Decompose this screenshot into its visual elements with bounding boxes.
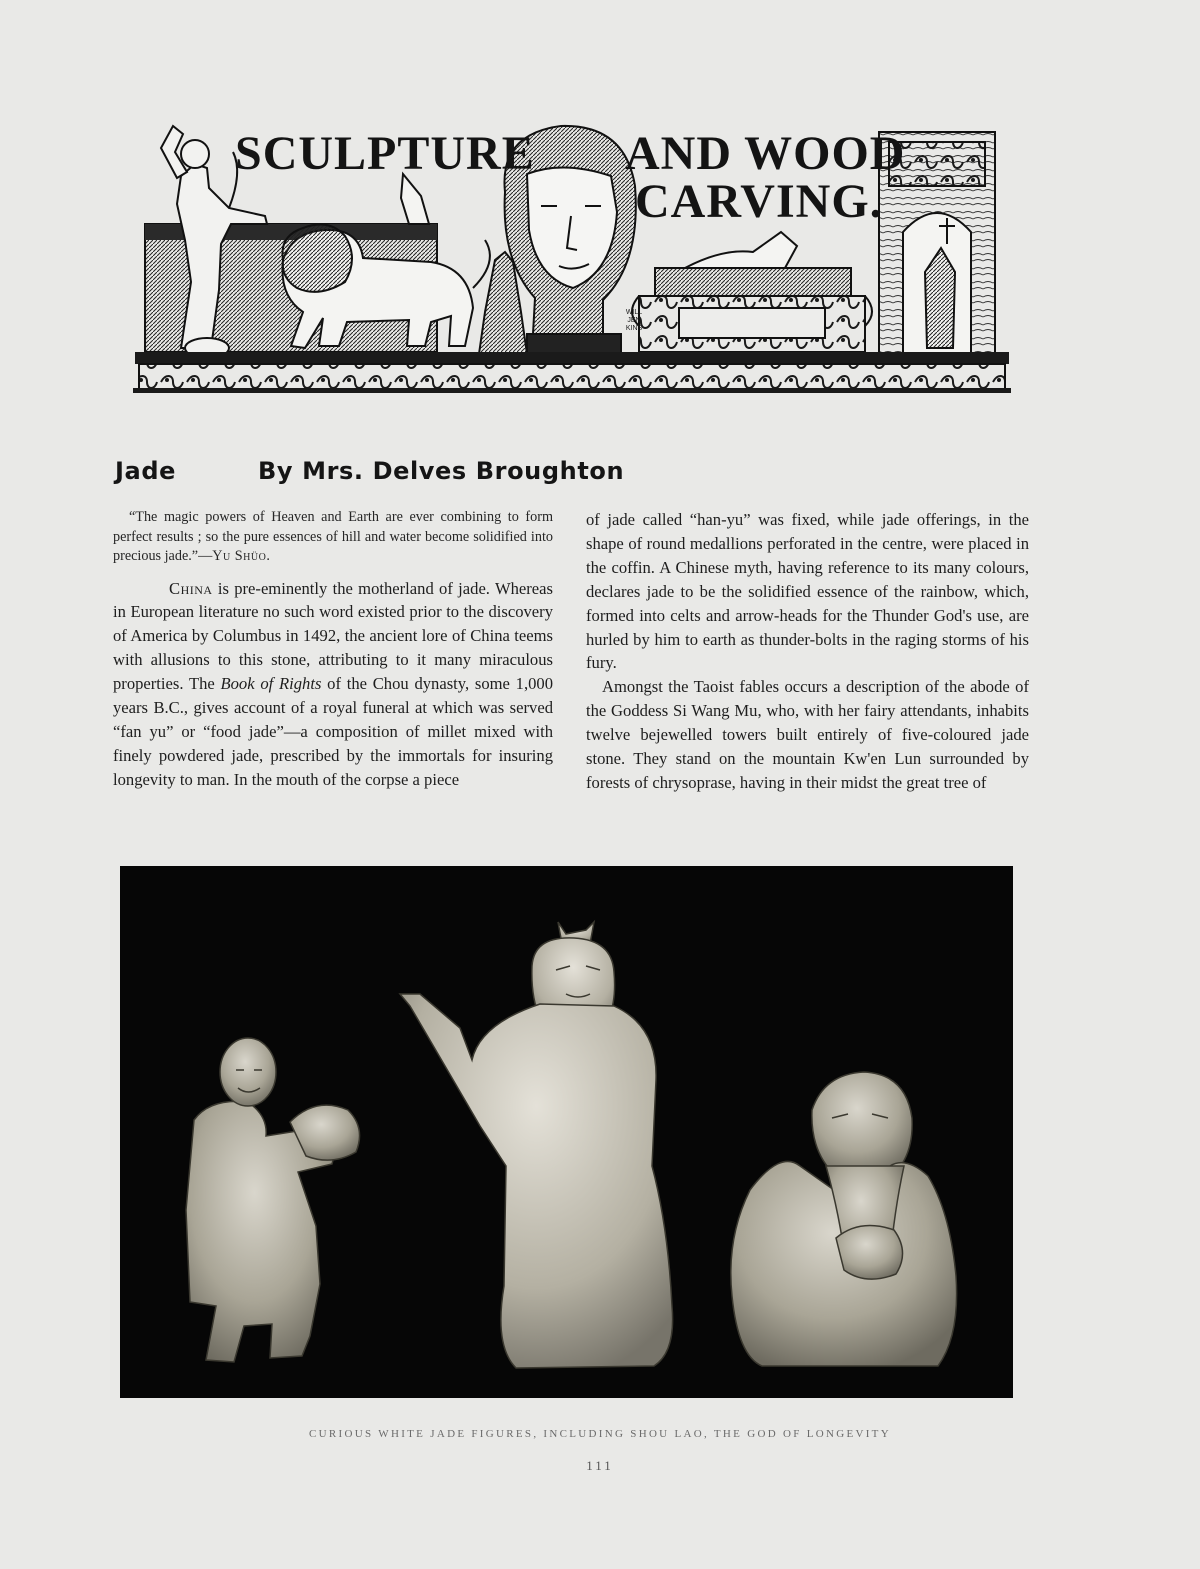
artist-monogram [619, 309, 649, 333]
header-banner [133, 112, 1011, 394]
article-title: Jade [115, 457, 176, 485]
jade-shou-lao-figure [400, 922, 673, 1368]
paragraph-3: Amongst the Taoist fables occurs a description of the abode of the Goddess Si Wang Mu, who, with her fairy attendants, inhabits twelve bejewelled towers built entirely of five-coloured jade stone. They stand on the mountain Kw'en Lun surrounded by forests of chrysoprase, having in their midst the great tree of [586, 677, 1029, 792]
bird-statue [401, 174, 429, 224]
photo-caption: CURIOUS WHITE JADE FIGURES, INCLUDING SHOU LAO, THE GOD OF LONGEVITY [309, 1428, 891, 1440]
monogram-line: JEN [627, 317, 641, 324]
banner-title-and-wood: AND WOOD [625, 127, 906, 180]
epigraph [113, 508, 553, 567]
paragraph-text: is pre-eminently the motherland of jade. Whereas in European literature no such word existed prior to the discovery of America by Columbus in 1492, the ancient lore of China teems with allusions to this stone, attributing to it many miraculous properties. The [113, 578, 553, 694]
jade-boy-figure [186, 1038, 360, 1362]
jade-figures-photo [120, 866, 1013, 1398]
paragraph-text: of the Chou dynasty, some 1,000 years B.C., gives account of a royal funeral at which was served “fan yu” or “food jade”—a composition of millet mixed with finely powdered jade, prescribed by the immortals for insuring longevity to man. In the mouth of the corpse a piece [113, 674, 553, 789]
jade-figures-illustration [120, 866, 1013, 1398]
paragraph-1 [113, 577, 553, 792]
banner-title-carving: CARVING. [635, 175, 883, 228]
epigraph-source: Yu Shüo. [212, 548, 271, 564]
page-number: 111 [586, 1458, 614, 1473]
monogram-line: KINS [625, 325, 643, 332]
shelf-top [135, 352, 1009, 364]
jade-old-man-figure [731, 1072, 957, 1366]
epigraph-quote: “The magic powers of Heaven and Earth are ever combining to form perfect results ; so the pure essences of hill and water become solidified into precious jade.”— [113, 509, 553, 564]
text-column-right [586, 508, 1029, 795]
shelf-frieze [139, 364, 1005, 390]
paragraph-lead-word: China [169, 578, 213, 598]
banner-title-sculpture: SCULPTURE [235, 127, 535, 180]
paragraph-2: of jade called “han-yu” was fixed, while jade offerings, in the shape of round medallions perforated in the centre, were placed in the coffin. A Chinese myth, having reference to its many colours, declares jade to be the solidified essence of the rainbow, which, formed into celts and arrow-heads for the Thunder God's use, are hurled by him to earth as thunder-bolts in the raging storms of his fury. [586, 510, 1029, 673]
text-column-left [113, 508, 553, 792]
monogram-line: WILL [625, 309, 643, 316]
article-byline: By Mrs. Delves Broughton [258, 457, 625, 485]
sarcophagus [632, 232, 872, 352]
book-title: Book of Rights [220, 674, 322, 694]
